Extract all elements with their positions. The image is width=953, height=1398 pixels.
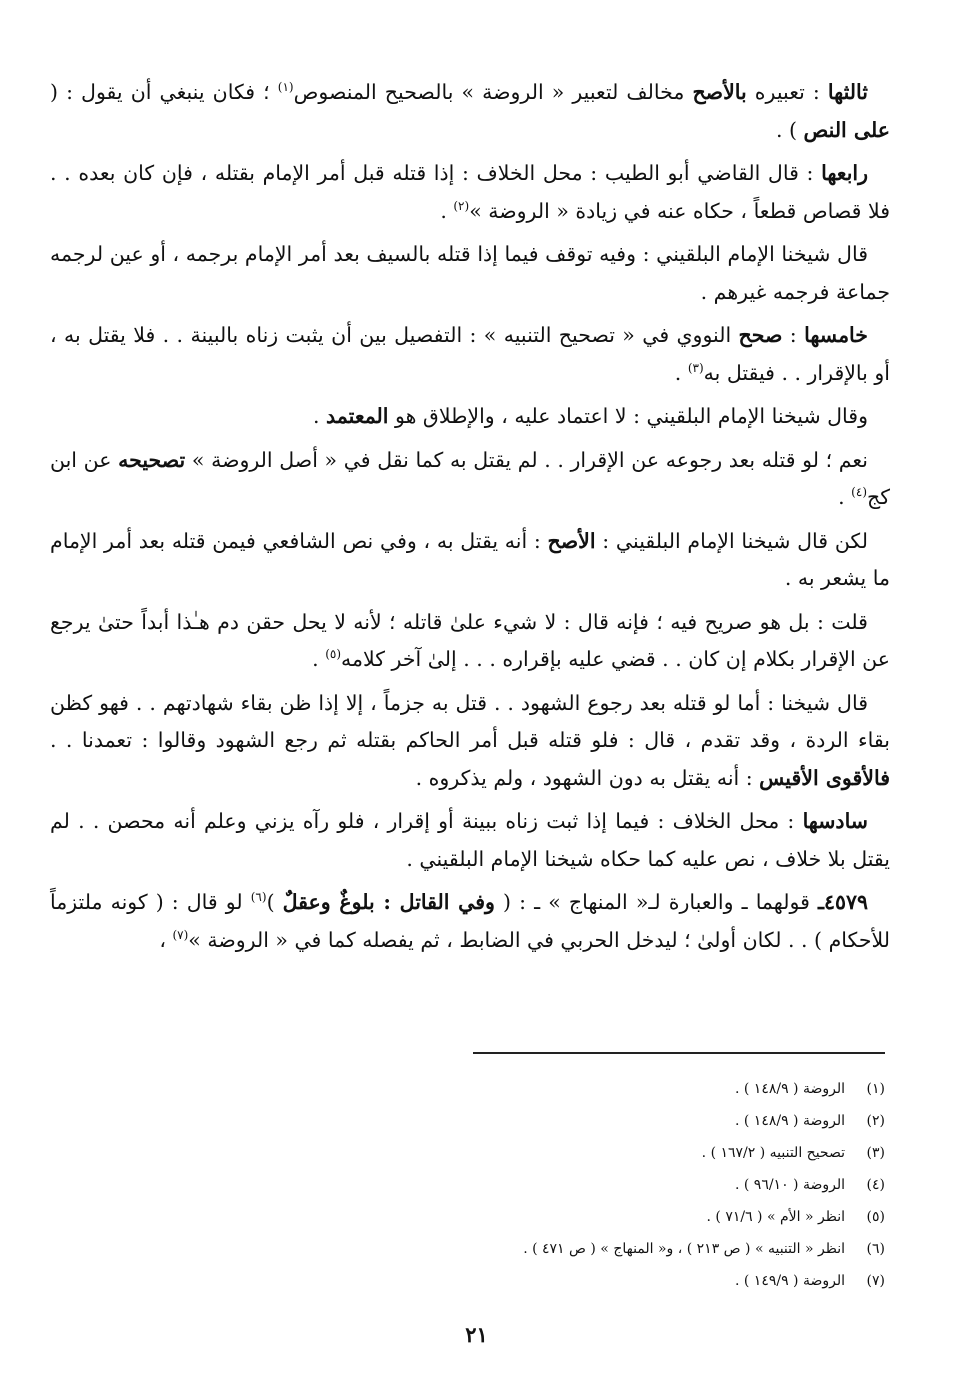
footnote-number: (٦): [866, 1241, 885, 1257]
footnote-number: (٣): [866, 1145, 885, 1161]
text-run: لو قال : ( كونه ملتزماً للأحكام ) . . لكان أولىٰ ؛ ليدخل الحربي في الضابط ، ثم يفصله كما في « الروضة »: [50, 890, 890, 952]
footnote-text: انظر « التنبيه » ( ص ٢١٣ ) ، و« المنهاج » ( ص ٤٧١ ) .: [523, 1241, 845, 1257]
footnote-number: (١): [866, 1081, 885, 1097]
paragraph-8: [50, 604, 890, 679]
emphasis: تصحيحه: [118, 447, 186, 472]
footnote-number: (٢): [866, 1113, 885, 1129]
footnote-item: [300, 1105, 885, 1137]
text-run: قال شيخنا : أما لو قتله بعد رجوع الشهود . . قتل به جزماً ، إلا إذا ظن بقاء شهادتهم . . فهو كظن بقاء الردة ، وقد تقدم ، قال : فلو قتله قبل أمر الحاكم بقتله ثم رجع الشهود وقالوا : تعمدنا . .: [50, 690, 890, 752]
footnote-text: الروضة ( ١٤٨/٩ ) .: [734, 1113, 845, 1129]
text-run: : تعبيره: [746, 80, 828, 104]
footnote-item: [300, 1201, 885, 1233]
text-run: : أنه يقتل به ، وفي نص الشافعي فيمن قتله بعد أمر الإمام ما يشعر به .: [50, 528, 890, 590]
text-run: : قال القاضي أبو الطيب : محل الخلاف : إذا قتله قبل أمر الإمام بقتله ، فإن كان بعده . . فلا قصاص قطعاً ، حكاه عنه في زيادة « الروضة »: [50, 161, 890, 223]
section-heading: سادسها: [802, 809, 868, 833]
footnote-text: الروضة ( ١٤٨/٩ ) .: [734, 1081, 845, 1097]
text-run: ): [266, 890, 283, 914]
footnote-number: (٥): [866, 1209, 885, 1225]
emphasis: على النص: [803, 117, 890, 142]
text-run: مخالف لتعبير « الروضة » بالصحيح المنصوص: [293, 80, 693, 104]
paragraph-7: [50, 523, 890, 598]
issue-number: ٤٥٧٩ـ: [817, 890, 869, 914]
paragraph-6: [50, 442, 890, 517]
footnote-item: [300, 1169, 885, 1201]
text-run: : أنه يقتل به دون الشهود ، ولم يذكروه .: [415, 765, 760, 790]
emphasis: فالأقوى الأقيس: [759, 765, 890, 790]
paragraph-5: [50, 398, 890, 436]
footnote-ref: (٥): [325, 647, 342, 662]
emphasis: المعتمد: [326, 404, 389, 428]
paragraph-4: [50, 317, 890, 392]
section-heading: خامسها: [804, 323, 868, 347]
paragraph-9: [50, 685, 890, 798]
footnote-item: [300, 1137, 885, 1169]
text-run: .: [674, 360, 688, 385]
footnote-ref: (٦): [250, 890, 267, 905]
paragraph-2: [50, 155, 890, 230]
text-run: ،: [159, 927, 173, 952]
text-run: لكن قال شيخنا الإمام البلقيني :: [595, 528, 869, 553]
footnote-ref: (١): [277, 80, 294, 95]
footnote-number: (٤): [866, 1177, 885, 1193]
footnotes: [300, 1073, 885, 1297]
main-text: [50, 74, 890, 965]
emphasis: صحح: [738, 323, 783, 347]
text-run: نعم ؛ لو قتله بعد رجوعه عن الإقرار . . لم يقتل به كما نقل في « أصل الروضة »: [185, 447, 868, 472]
footnote-item: [300, 1073, 885, 1105]
emphasis: وفي القاتل : بلوغٌ وعقلٌ: [282, 890, 495, 914]
emphasis: بالأصح: [692, 80, 747, 104]
section-heading: ثالثها: [827, 80, 868, 104]
footnote-text: الروضة ( ٩٦/١٠ ) .: [734, 1177, 845, 1193]
text-run: .: [838, 485, 852, 509]
emphasis: الأصح: [547, 528, 596, 553]
text-run: وقال شيخنا الإمام البلقيني : لا اعتماد عليه ، والإطلاق هو: [388, 404, 868, 428]
footnote-number: (٧): [866, 1273, 885, 1289]
paragraph-10: [50, 803, 890, 878]
text-run: :: [782, 323, 805, 347]
footnote-item: [300, 1233, 885, 1265]
text-run: .: [440, 198, 454, 223]
text-run: قولهما ـ والعبارة لـ« المنهاج » ـ : (: [494, 890, 818, 914]
footnote-text: الروضة ( ١٤٩/٩ ) .: [734, 1273, 845, 1289]
text-run: .: [312, 647, 326, 671]
footnote-ref: (٢): [453, 198, 470, 213]
footnote-ref: (٧): [172, 927, 189, 942]
footnote-divider: [473, 1052, 885, 1054]
footnote-text: تصحيح التنبيه ( ١٦٧/٢ ) .: [701, 1145, 845, 1161]
footnote-item: [300, 1265, 885, 1297]
footnote-ref: (٣): [687, 360, 704, 375]
paragraph-1: [50, 74, 890, 149]
footnote-text: انظر « الأم » ( ٧١/٦ ) .: [706, 1209, 845, 1225]
text-run: النووي في « تصحيح التنبيه » : التفصيل بين أن يثبت زناه بالبينة . . فلا يقتل به ، أو بالإقرار . . فيقتل به: [50, 323, 890, 385]
text-run: قال شيخنا الإمام البلقيني : وفيه توقف فيما إذا قتله بالسيف بعد أمر الإمام برجمه ، أو عين لرجمه جماعة فرجمه غيرهم .: [50, 242, 890, 304]
page-number: ٢١: [465, 1322, 488, 1347]
text-run: قلت : بل هو صريح فيه ؛ فإنه قال : لا شيء علىٰ قاتله ؛ لأنه لا يحل حقن دم هـٰذا أبداً حتىٰ يرجع عن الإقرار بكلام إن كان . . قضي عليه بإقراره . . . إلىٰ آخر كلامه: [50, 609, 890, 671]
text-run: ) .: [775, 117, 804, 142]
footnote-ref: (٤): [851, 485, 867, 500]
text-run: ؛ فكان ينبغي أن يقول : (: [50, 80, 278, 104]
text-run: عن ابن كج: [50, 447, 890, 509]
paragraph-11: [50, 884, 890, 959]
text-run: .: [312, 404, 327, 428]
section-heading: رابعها: [821, 161, 868, 185]
paragraph-3: [50, 236, 890, 311]
text-run: : محل الخلاف : فيما إذا ثبت زناه ببينة أو إقرار ، فلو رآه يزني وعلم أنه محصن . . لم يقتل بلا خلاف ، نص عليه كما حكاه شيخنا الإمام البلقيني .: [50, 809, 890, 871]
